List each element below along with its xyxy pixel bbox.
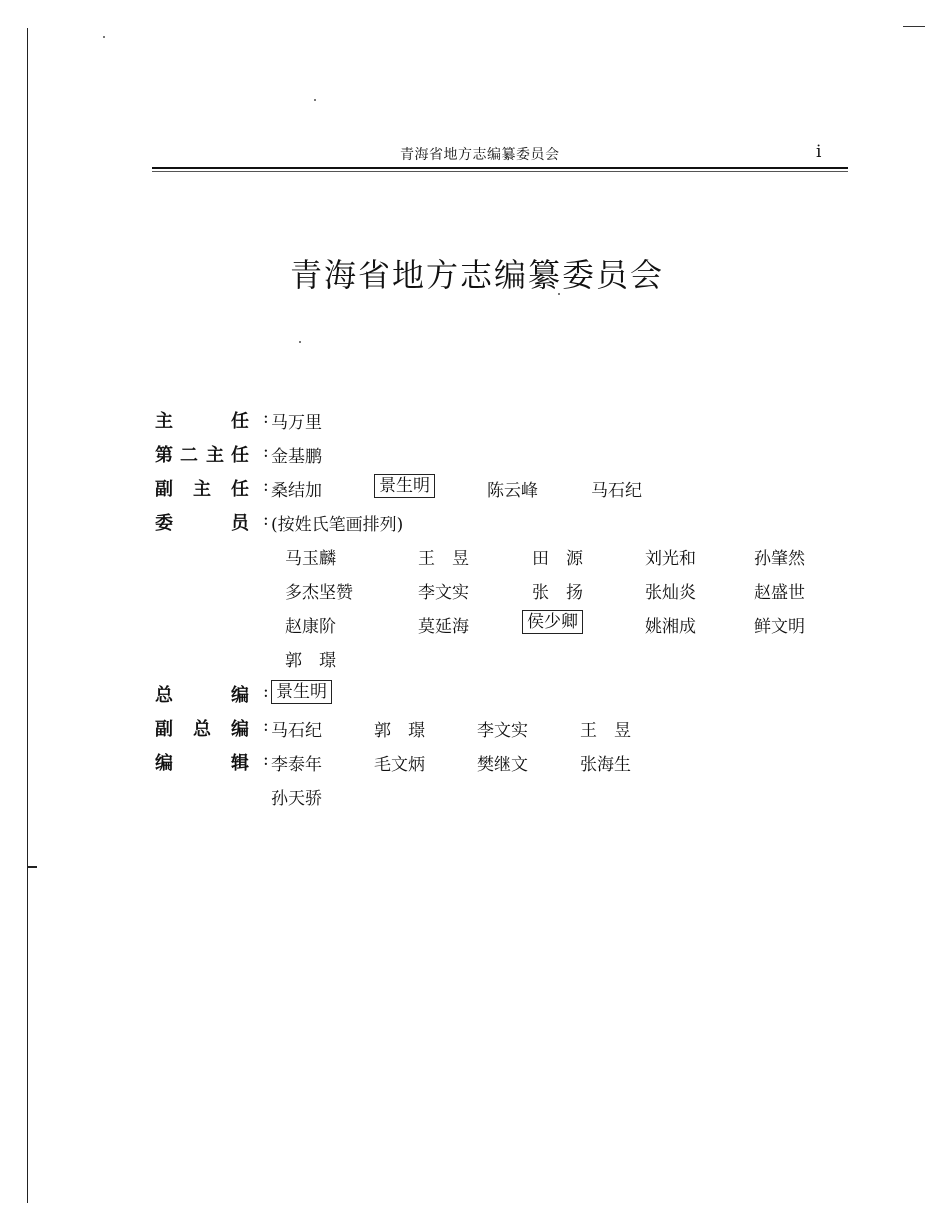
member-name: 马玉麟 (285, 549, 336, 569)
editor-name: 张海生 (580, 755, 631, 775)
deputy-editor-name: 马石纪 (271, 721, 322, 741)
scan-speck (299, 341, 301, 343)
label-colon: : (263, 682, 269, 702)
label-colon: : (263, 750, 269, 770)
vice-chair-name: 桑结加 (271, 481, 322, 501)
header-rule (152, 167, 848, 169)
member-name: 郭 璟 (285, 651, 336, 671)
member-name: 张灿炎 (645, 583, 696, 603)
member-name: 张 扬 (532, 583, 583, 603)
scan-speck (103, 36, 105, 38)
deputy-editor-name: 王 昱 (580, 721, 631, 741)
editor-name: 樊继文 (477, 755, 528, 775)
member-name: 鲜文明 (754, 617, 805, 637)
editor-name: 毛文炳 (374, 755, 425, 775)
label-members: 委 员 (155, 513, 249, 534)
label-editors: 编 辑 (155, 753, 249, 774)
label-colon: : (263, 408, 269, 428)
deputy-editor-name: 李文实 (477, 721, 528, 741)
running-header (152, 142, 848, 168)
label-colon: : (263, 442, 269, 462)
label-chair: 主 任 (155, 411, 249, 432)
label-vice-chair: 副 主 任 (155, 479, 249, 500)
member-name: 刘光和 (645, 549, 696, 569)
member-name: 李文实 (418, 583, 469, 603)
chair-name: 马万里 (271, 413, 322, 433)
members-ordering-note: (按姓氏笔画排列) (271, 515, 404, 535)
label-colon: : (263, 510, 269, 530)
header-rule-thin (152, 171, 848, 172)
page-number: i (816, 142, 822, 162)
member-name: 赵盛世 (754, 583, 805, 603)
member-name: 多杰坚赞 (285, 583, 353, 603)
editor-name: 孙天骄 (271, 789, 322, 809)
scan-edge-mark (27, 866, 37, 868)
member-name: 赵康阶 (285, 617, 336, 637)
member-name: 孙肇然 (754, 549, 805, 569)
member-name: 姚湘成 (645, 617, 696, 637)
member-name: 田 源 (532, 549, 583, 569)
label-editor-in-chief: 总 编 (155, 685, 249, 706)
scan-corner-mark (903, 26, 925, 27)
vice-chair-name: 马石纪 (591, 481, 642, 501)
running-title: 青海省地方志编纂委员会 (400, 147, 560, 163)
member-name: 王 昱 (418, 549, 469, 569)
vice-chair-name-boxed: 景生明 (374, 474, 435, 498)
scan-speck (314, 99, 316, 101)
editor-in-chief-name-boxed: 景生明 (271, 680, 332, 704)
member-name-boxed: 侯少卿 (522, 610, 583, 634)
label-colon: : (263, 476, 269, 496)
scan-left-edge (27, 28, 28, 1203)
editor-name: 李泰年 (271, 755, 322, 775)
label-second-chair: 第 二 主 任 (155, 445, 249, 466)
member-name: 莫延海 (418, 617, 469, 637)
label-deputy-editor: 副 总 编 (155, 719, 249, 740)
vice-chair-name: 陈云峰 (487, 481, 538, 501)
page-title: 青海省地方志编纂委员会 (290, 256, 665, 294)
label-colon: : (263, 716, 269, 736)
deputy-editor-name: 郭 璟 (374, 721, 425, 741)
second-chair-name: 金基鹏 (271, 447, 322, 467)
